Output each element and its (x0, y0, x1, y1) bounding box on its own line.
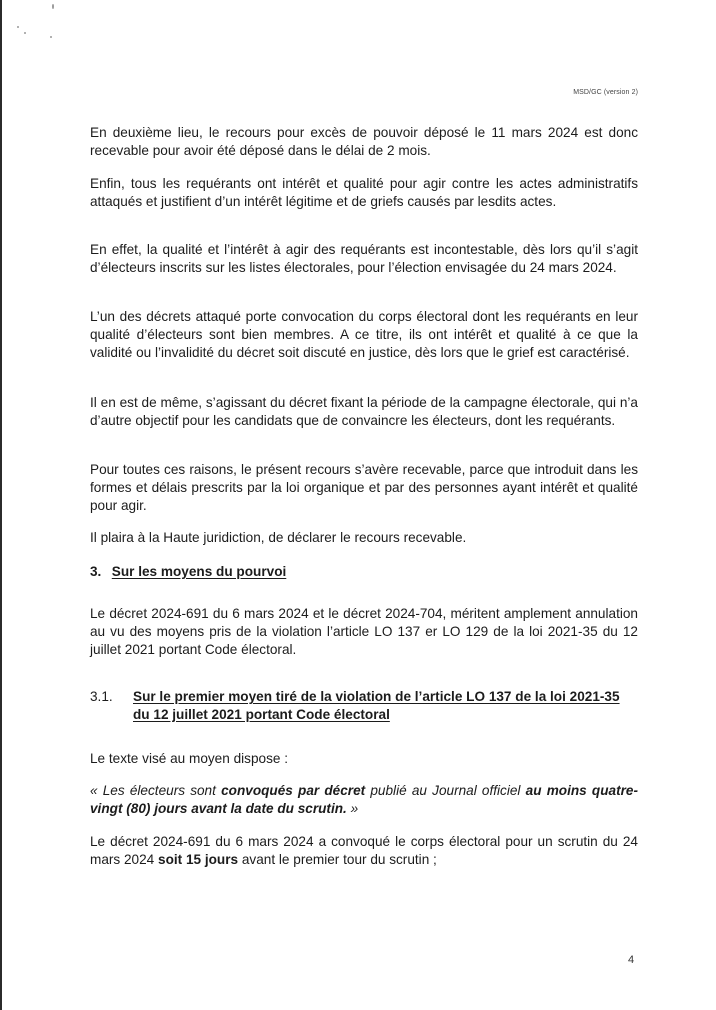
legal-quote (90, 782, 638, 818)
scan-speck (52, 4, 54, 9)
document-reference: MSD/GC (version 2) (573, 89, 638, 96)
paragraph: Le décret 2024-691 du 6 mars 2024 et le décret 2024-704, méritent amplement annulation au vu des moyens pris de la violation l’article LO 137 er LO 129 de la loi 2021-35 du 12 juillet 2021 portant Code électoral. (90, 606, 638, 657)
paragraph: En effet, la qualité et l’intérêt à agir des requérants est incontestable, dès lors qu’il s’agit d’électeurs inscrits sur les listes électorales, pour l’élection envisagée du 24 mars 2024. (90, 242, 638, 275)
paragraph-emphasis: soit 15 jours (158, 852, 239, 867)
quote-text: « Les électeurs sont (90, 783, 222, 798)
subsection-number: 3.1. (90, 689, 113, 704)
subsection-title: Sur le premier moyen tiré de la violation de l’article LO 137 de la loi 2021-35 du 12 juillet 2021 portant Code électoral (133, 689, 620, 722)
scan-edge-line (0, 0, 2, 1010)
scan-speck (17, 26, 19, 28)
quote-emphasis: convoqués par décret (221, 783, 366, 798)
paragraph: L’un des décrets attaqué porte convocation du corps électoral dont les requérants en leur qualité d’électeurs sont bien membres. A ce titre, ils ont intérêt et qualité à ce que la validité ou l’invalidité du décret soit discuté en justice, dès lors que le grief est caractérisé. (90, 309, 638, 360)
paragraph (90, 833, 638, 869)
paragraph: Il en est de même, s’agissant du décret fixant la période de la campagne électorale, qui n’a d’autre objectif pour les candidats que de convaincre les électeurs, dont les requérants. (90, 395, 638, 428)
paragraph-text: avant le premier tour du scrutin ; (238, 852, 437, 867)
scan-speck (24, 32, 26, 34)
section-title: Sur les moyens du pourvoi (111, 564, 287, 579)
paragraph: Pour toutes ces raisons, le présent recours s’avère recevable, parce que introduit dans les formes et délais prescrits par la loi organique et par des personnes ayant intérêt et qualité pour agir. (90, 462, 638, 513)
section-heading (90, 563, 638, 581)
quote-text: » (346, 801, 359, 816)
page-number: 4 (628, 954, 635, 966)
paragraph: En deuxième lieu, le recours pour excès de pouvoir déposé le 11 mars 2024 est donc recevable pour avoir été déposé dans le délai de 2 mois. (90, 125, 638, 158)
section-number: 3. (90, 564, 102, 579)
paragraph: Il plaira à la Haute juridiction, de déclarer le recours recevable. (90, 530, 467, 545)
paragraph: Enfin, tous les requérants ont intérêt et qualité pour agir contre les actes administratifs attaqués et justifient d’un intérêt légitime et de griefs causés par lesdits actes. (90, 176, 638, 209)
quote-emphasis: au moins quatre-vingt (80) jours avant la date du scrutin. (90, 783, 638, 816)
subsection-heading (90, 688, 638, 724)
paragraph: Le texte visé au moyen dispose : (90, 751, 288, 766)
paragraph-text: Le décret 2024-691 du 6 mars 2024 a convoqué le corps électoral pour un scrutin du 24 mars 2024 (90, 834, 638, 867)
scan-speck (50, 36, 52, 38)
quote-text: publié au Journal officiel (365, 783, 526, 798)
